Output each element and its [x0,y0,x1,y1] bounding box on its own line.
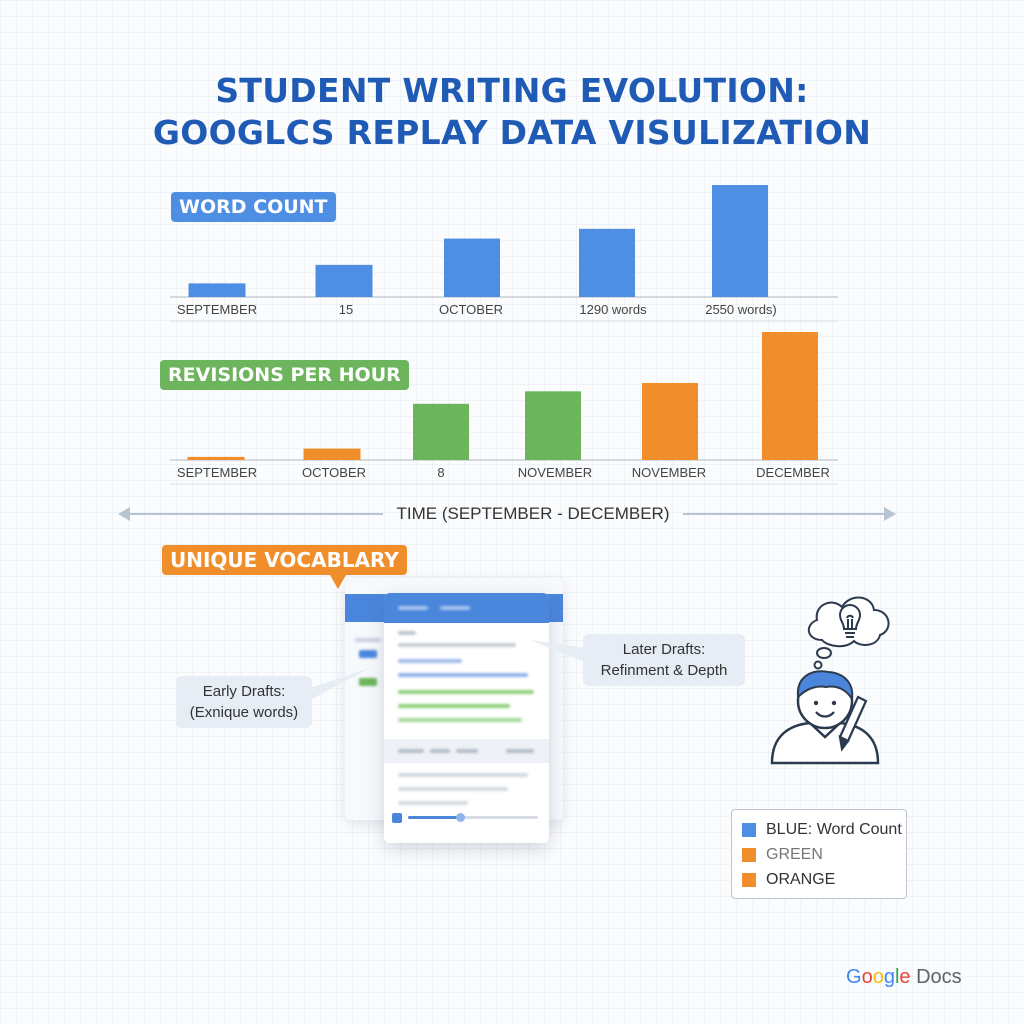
early-drafts-callout [176,676,312,728]
legend-label: BLUE: Word Count [766,821,902,838]
unique-vocabulary-label: UNIQUE VOCABLARY [162,545,407,575]
legend-swatch [742,873,756,887]
x-tick-label: NOVEMBER [631,465,707,480]
x-tick-label: 15 [338,302,354,317]
legend-label: GREEN [766,846,823,863]
google-docs-brand [846,964,962,990]
legend-label: ORANGE [766,871,836,888]
revisions-per-hour-label: REVISIONS PER HOUR [160,360,409,390]
time-axis-label: TIME (SEPTEMBER - DECEMBER) [396,504,670,523]
docs-wordmark: Docs [910,966,962,988]
later-callout-line-1: Later Drafts: [622,641,706,658]
x-tick-label: SEPTEMBER [176,465,258,480]
later-drafts-callout [583,634,745,686]
title-line-1: STUDENT WRITING EVOLUTION: [215,71,809,110]
google-wordmark: Google [846,966,911,988]
legend-swatch [742,848,756,862]
student-head [772,671,878,763]
later-callout-line-2: Refinment & Depth [600,662,728,679]
title-line-2: GOOGLCS REPLAY DATA VISULIZATION [152,113,872,152]
x-tick-label: OCTOBER [301,465,367,480]
word-count-label: WORD COUNT [171,192,336,222]
x-tick-label: 2550 words) [705,302,777,317]
legend [731,809,907,899]
early-callout-line-1: Early Drafts: [202,683,286,700]
x-tick-label: NOVEMBER [517,465,593,480]
x-tick-label: DECEMBER [756,465,830,480]
student-avatar-icon [762,585,902,770]
later-callout-pointer [530,640,585,662]
early-callout-line-2: (Exnique words) [189,704,299,721]
early-callout-pointer [310,668,370,700]
x-tick-label: 8 [437,465,445,480]
x-tick-label: SEPTEMBER [176,302,258,317]
x-tick-label: 1290 words [579,302,647,317]
x-tick-label: OCTOBER [438,302,504,317]
legend-swatch [742,823,756,837]
